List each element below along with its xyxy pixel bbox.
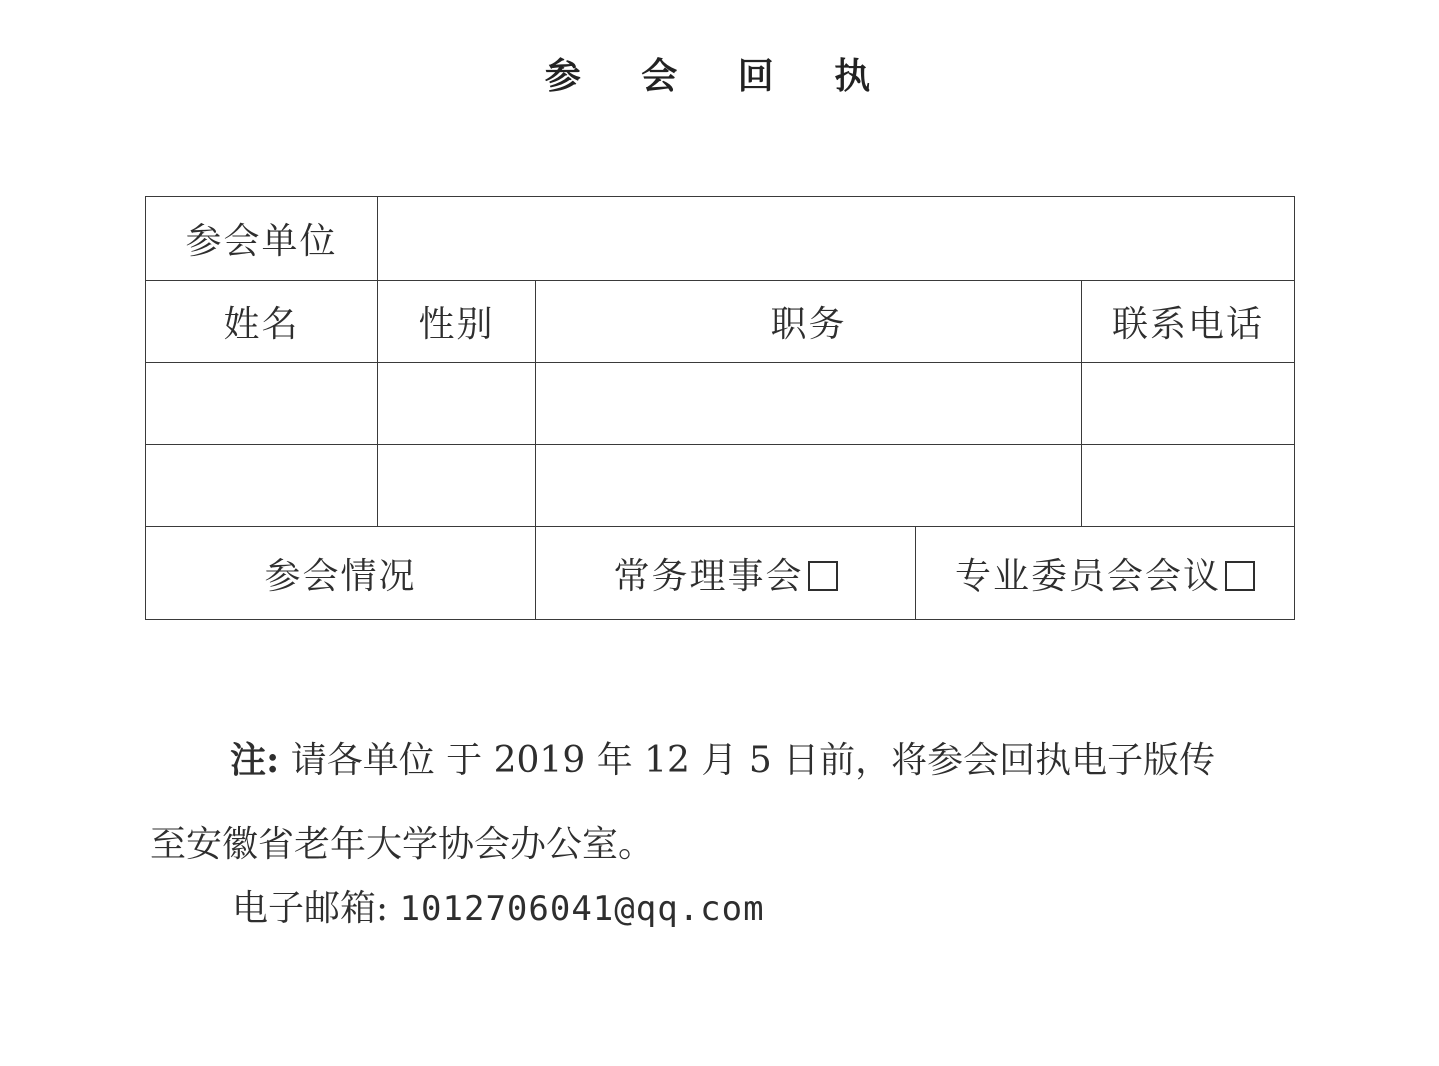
- table-row: [146, 363, 1295, 445]
- option-committee-meeting[interactable]: [916, 527, 1295, 620]
- note-paragraph: [150, 718, 1300, 887]
- unit-label: 参会单位: [146, 197, 378, 281]
- note-line1: 请各单位 于 2019 年 12 月 5 日前，将参会回执电子版传: [279, 740, 1216, 781]
- header-phone: 联系电话: [1082, 281, 1295, 363]
- position-cell[interactable]: [536, 363, 1082, 445]
- checkbox-icon[interactable]: [808, 561, 838, 591]
- table-row: [146, 445, 1295, 527]
- position-cell[interactable]: [536, 445, 1082, 527]
- phone-cell[interactable]: [1082, 363, 1295, 445]
- unit-value-cell[interactable]: [378, 197, 1295, 281]
- name-cell[interactable]: [146, 363, 378, 445]
- note-line2: 至安徽省老年大学协会办公室。: [150, 824, 655, 865]
- header-name: 姓名: [146, 281, 378, 363]
- name-cell[interactable]: [146, 445, 378, 527]
- page-title: 参 会 回 执: [544, 55, 895, 97]
- note-key: 注:: [230, 739, 280, 781]
- email-line: [232, 880, 765, 931]
- email-value: 1012706041@qq.com: [399, 889, 765, 929]
- option-committee-label: 专业委员会会议: [955, 555, 1222, 597]
- participation-label: 参会情况: [146, 527, 536, 620]
- gender-cell[interactable]: [378, 445, 536, 527]
- reply-form-table: [145, 196, 1295, 620]
- header-gender: 性别: [378, 281, 536, 363]
- unit-row: [146, 197, 1295, 281]
- phone-cell[interactable]: [1082, 445, 1295, 527]
- checkbox-icon[interactable]: [1225, 561, 1255, 591]
- header-row: [146, 281, 1295, 363]
- email-label: 电子邮箱:: [232, 888, 400, 929]
- option-council-label: 常务理事会: [613, 555, 804, 597]
- header-position: 职务: [536, 281, 1082, 363]
- option-council-meeting[interactable]: [536, 527, 916, 620]
- gender-cell[interactable]: [378, 363, 536, 445]
- participation-row: [146, 527, 1295, 620]
